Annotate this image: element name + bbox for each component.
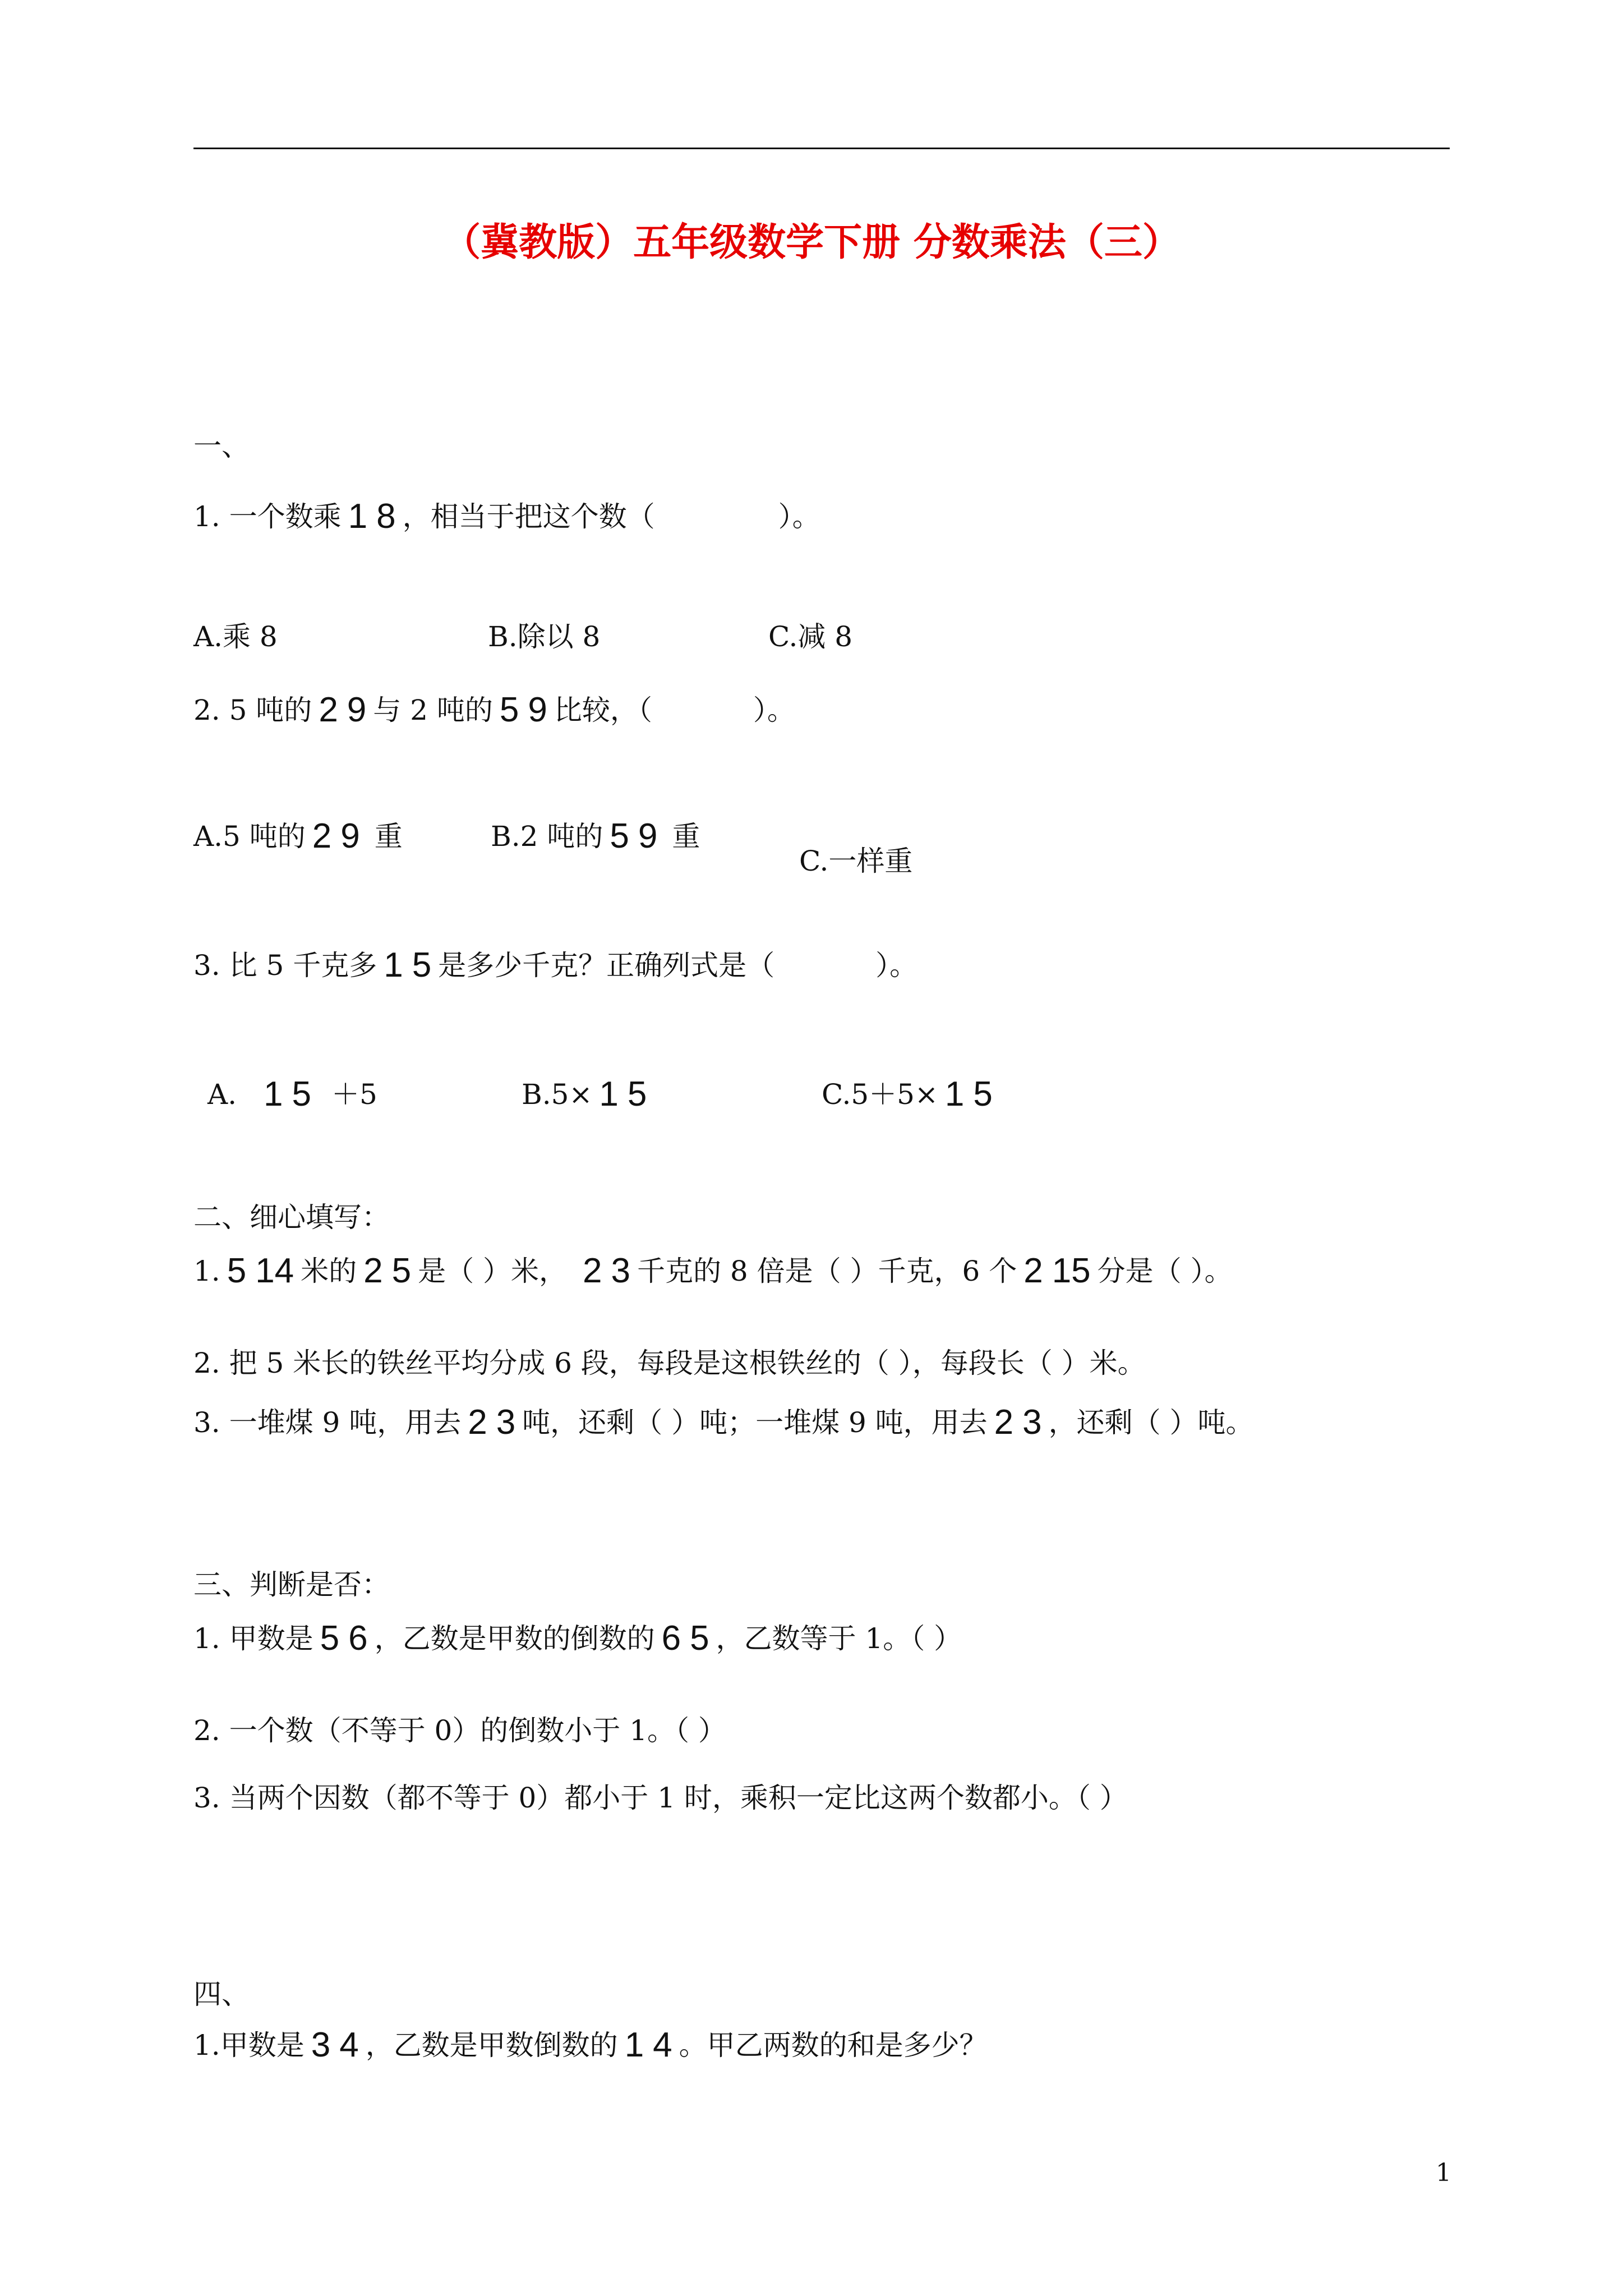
fraction: 2 9 [319, 691, 367, 729]
question-3-1: 1. 甲数是 5 6 ，乙数是甲数的倒数的 6 5 ，乙数等于 1。（ ） [193, 1619, 962, 1658]
fraction: 1 5 [944, 1075, 993, 1114]
question-1-2 [193, 693, 795, 728]
section-4-heading: 四、 [193, 1978, 250, 2010]
fraction: 5 14 [227, 1251, 294, 1290]
q1-2-option-b: B.2 吨的 5 9 重 [491, 817, 700, 855]
q1-2-text-d: ）。 [753, 694, 795, 726]
q1-3-option-b: B.5× 1 5 [522, 1077, 653, 1112]
q1-3-option-a: A. 1 5 ＋5 [208, 1075, 377, 1114]
q1-1-option-b: B.除以 8 [488, 620, 601, 653]
section-2-heading: 二、细心填写： [193, 1201, 390, 1234]
fraction: 1 8 [348, 497, 396, 536]
q1-2-text-b: 与 2 吨的 [373, 694, 493, 726]
fraction: 2 9 [312, 817, 360, 855]
page-number: 1 [1436, 2159, 1451, 2187]
question-3-3: 3. 当两个因数（都不等于 0）都小于 1 时，乘积一定比这两个数都小。（ ） [193, 1782, 1128, 1814]
q1-2-option-a: A.5 吨的 2 9 重 [193, 817, 403, 855]
q1-1-text-b: ，相当于把这个数（ [402, 500, 655, 533]
fraction: 2 3 [583, 1251, 631, 1290]
question-1-1 [193, 499, 820, 534]
section-3-heading: 三、判断是否： [193, 1568, 390, 1601]
fraction: 1 4 [624, 2026, 672, 2064]
q1-1-option-a: A.乘 8 [193, 620, 278, 653]
fraction: 2 3 [994, 1403, 1042, 1442]
q1-3-text-c: ）。 [875, 949, 918, 982]
fraction: 3 4 [311, 2026, 359, 2064]
q1-3-text-a: 3. 比 5 千克多 [193, 949, 377, 982]
fraction: 2 3 [468, 1403, 516, 1442]
q1-1-option-c: C.减 8 [768, 620, 853, 653]
question-4-1: 1.甲数是 3 4 ，乙数是甲数倒数的 1 4 。甲乙两数的和是多少？ [193, 2026, 988, 2064]
q1-2-option-c: C.一样重 [799, 845, 913, 877]
fraction: 5 9 [499, 691, 547, 729]
question-2-1: 1. 5 14 米的 2 5 是（ ）米， 2 3 千克的 8 倍是（ ）千克，6 个 2 15 分是（ ）。 [193, 1251, 1233, 1290]
q1-1-text-c: ）。 [778, 500, 820, 533]
section-1-heading: 一、 [193, 430, 250, 462]
fraction: 5 9 [610, 817, 658, 855]
question-2-2: 2. 把 5 米长的铁丝平均分成 6 段，每段是这根铁丝的（ ），每段长（ ）米。 [193, 1347, 1146, 1379]
fraction: 6 5 [661, 1619, 709, 1658]
header-rule [193, 148, 1450, 149]
fraction: 2 5 [363, 1251, 412, 1290]
fraction: 5 6 [320, 1619, 368, 1658]
q1-2-text-c: 比较，（ [554, 694, 652, 726]
question-1-3 [193, 948, 917, 983]
q1-3-text-b: 是多少千克？正确列式是（ [438, 949, 775, 982]
question-2-3: 3. 一堆煤 9 吨，用去 2 3 吨，还剩（ ）吨；一堆煤 9 吨，用去 2 3 ，还剩（ ）吨。 [193, 1403, 1254, 1442]
page-title: （冀教版）五年级数学下册 分数乘法（三） [442, 220, 1181, 265]
question-3-2: 2. 一个数（不等于 0）的倒数小于 1。（ ） [193, 1714, 726, 1747]
fraction: 2 15 [1023, 1251, 1091, 1290]
q1-1-text-a: 1. 一个数乘 [193, 500, 342, 533]
q1-2-text-a: 2. 5 吨的 [193, 694, 312, 726]
fraction: 1 5 [384, 946, 432, 984]
q1-3-option-c: C.5＋5× 1 5 [822, 1077, 999, 1112]
fraction: 1 5 [264, 1075, 311, 1114]
fraction: 1 5 [599, 1075, 647, 1114]
